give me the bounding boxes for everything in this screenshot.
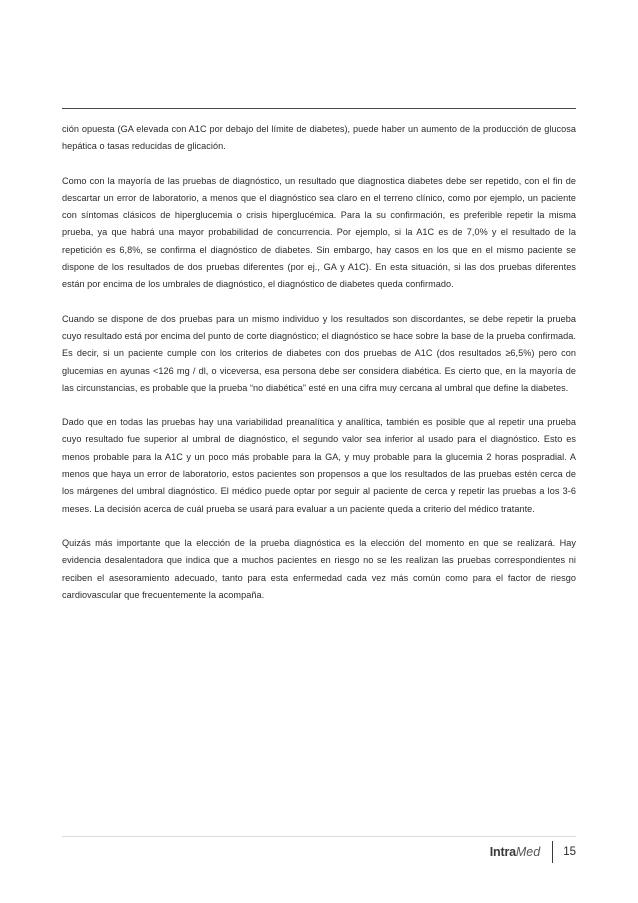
logo-italic-text: Med: [515, 845, 541, 859]
paragraph-5: Quizás más importante que la elección de la prueba diagnóstica es la elección del momento en que se realizará. Hay evidencia desalentadora que indica que a muchos pacientes en riesgo no se les realizan las pruebas correspondientes ni reciben el asesoramiento adecuado, tanto para esta enfermedad cada vez más común como para el factor de riesgo cardiovascular que frecuentemente la acompaña.: [62, 537, 576, 600]
page-number: 15: [563, 846, 576, 858]
paragraph-2: Como con la mayoría de las pruebas de diagnóstico, un resultado que diagnostica diabetes debe ser repetido, con el fin de descartar un error de laboratorio, a menos que el diagnóstico sea claro en el terreno clínico, como por ejemplo, un paciente con síntomas clásicos de hiperglucemia o crisis hiperglucémica. Para la su confirmación, es preferible repetir la misma prueba, ya que habrá una mayor probabilidad de concurrencia. Por ejemplo, si la A1C es de 7,0% y el resultado de la repetición es 6,8%, se confirma el diagnóstico de diabetes. Sin embargo, hay casos en los que en el mismo paciente se dispone de los resultados de dos pruebas diferentes (por ej., GA y A1C). En esta situación, si las dos pruebas diferentes están por encima de los umbrales de diagnóstico, el diagnóstico de diabetes queda confirmado.: [62, 175, 576, 290]
footer-separator: [552, 841, 553, 863]
logo-bold-text: Intra: [489, 845, 516, 859]
paragraph-1: ción opuesta (GA elevada con A1C por debajo del límite de diabetes), puede haber un aumento de la producción de glucosa hepática o tasas reducidas de glicación.: [62, 124, 576, 152]
header-divider: [62, 108, 576, 109]
intramed-logo: [490, 845, 540, 859]
page-footer: [490, 841, 576, 863]
paragraph-3: Cuando se dispone de dos pruebas para un mismo individuo y los resultados son discordantes, se debe repetir la prueba cuyo resultado está por encima del punto de corte diagnóstico; el diagnóstico se hace sobre la base de la prueba confirmada. Es decir, si un paciente cumple con los criterios de diabetes con dos pruebas de A1C (dos resultados ≥6,5%) pero con glucemias en ayunas <126 mg / dl, o viceversa, esa persona debe ser considera diabética. Es cierto que, en la mayoría de las circunstancias, es probable que la prueba “no diabética” esté en una cifra muy cercana al umbral que define la diabetes.: [62, 313, 576, 393]
paragraph-4: Dado que en todas las pruebas hay una variabilidad preanalítica y analítica, también es posible que al repetir una prueba cuyo resultado fue superior al umbral de diagnóstico, el segundo valor sea inferior al usado para el diagnóstico. Esto es menos probable para la A1C y un poco más probable para la GA, y muy probable para la glucemia 2 horas pospradial. A menos que haya un error de laboratorio, estos pacientes son propensos a que los resultados de las pruebas estén cerca de los márgenes del umbral diagnóstico. El médico puede optar por seguir al paciente de cerca y repetir las pruebas a los 3-6 meses. La decisión acerca de cuál prueba se usará para evaluar a un paciente queda a criterio del médico tratante.: [62, 417, 576, 514]
footer-divider: [62, 836, 576, 837]
body-text: [62, 121, 576, 621]
